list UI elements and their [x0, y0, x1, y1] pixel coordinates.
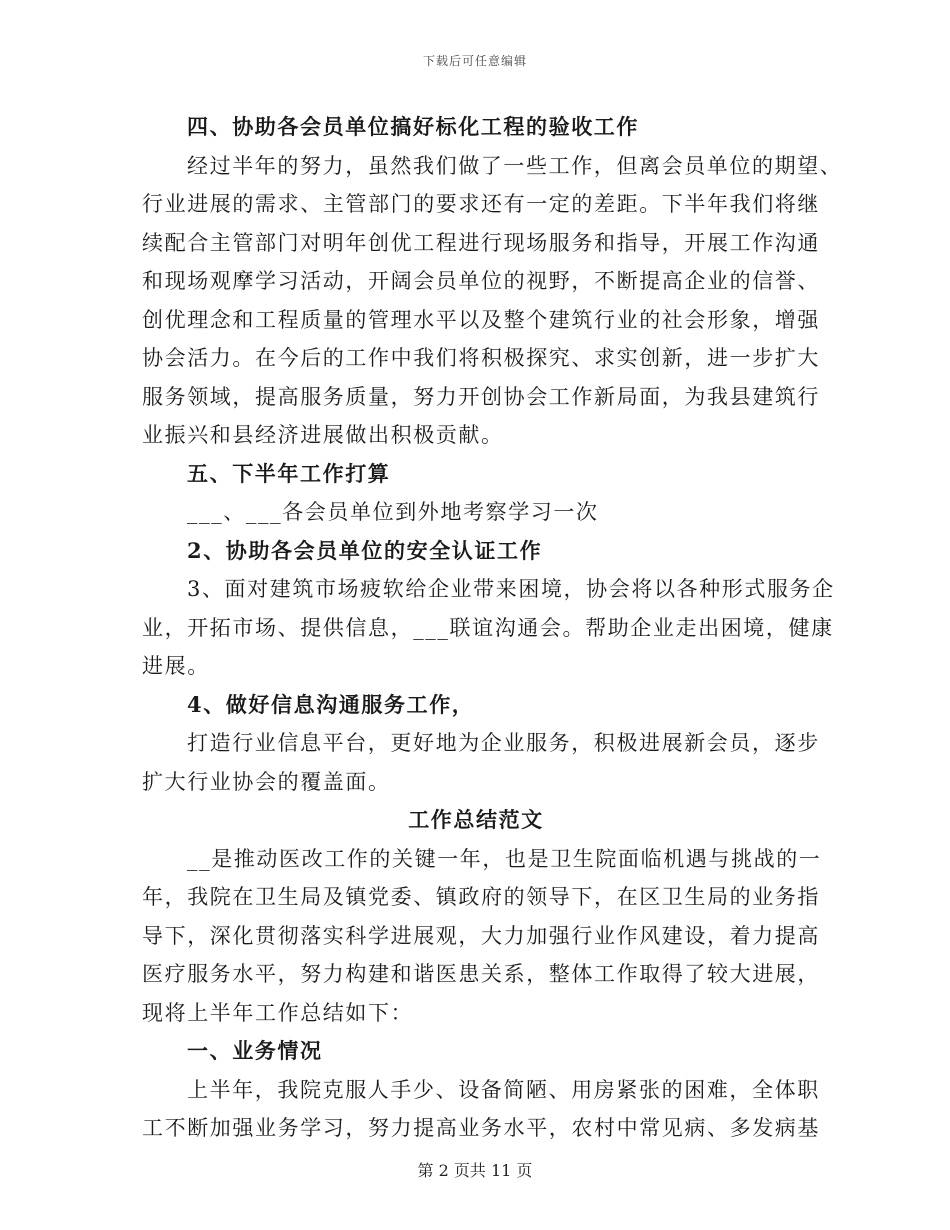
paragraph-line: 工不断加强业务学习，努力提高业务水平，农村中常见病、多发病基	[142, 1116, 820, 1140]
list-item-heading: 4、做好信息沟通服务工作，	[187, 691, 475, 717]
heading-one: 一、业务情况	[187, 1038, 323, 1063]
paragraph-line: 上半年，我院克服人手少、设备简陋、用房紧张的困难，全体职	[187, 1077, 820, 1102]
paragraph-line: 医疗服务水平，努力构建和谐医患关系，整体工作取得了较大进展，	[142, 962, 820, 986]
heading-four: 四、协助各会员单位搞好标化工程的验收工作	[187, 114, 639, 139]
paragraph-line: __是推动医改工作的关键一年，也是卫生院面临机遇与挑战的一	[187, 846, 822, 871]
paragraph-line: 续配合主管部门对明年创优工程进行现场服务和指导，开展工作沟通	[142, 230, 820, 255]
paragraph-line: 现将上半年工作总结如下：	[142, 1000, 414, 1025]
paragraph-line: 进展。	[142, 654, 210, 678]
paragraph-line: 和现场观摩学习活动，开阔会员单位的视野，不断提高企业的信誉、	[142, 269, 820, 293]
paragraph-line: 导下，深化贯彻落实科学进展观，大力加强行业作风建设，着力提高	[142, 923, 820, 948]
paragraph-line: 创优理念和工程质量的管理水平以及整个建筑行业的社会形象，增强	[142, 307, 820, 332]
paragraph-line: 打造行业信息平台，更好地为企业服务，积极进展新会员，逐步	[187, 731, 820, 755]
paragraph-line: 服务领域，提高服务质量，努力开创协会工作新局面，为我县建筑行	[142, 384, 820, 409]
section-title: 工作总结范文	[408, 807, 544, 832]
paragraph-line: 年，我院在卫生局及镇党委、镇政府的领导下，在区卫生局的业务指	[142, 885, 820, 909]
list-item: ___、___各会员单位到外地考察学习一次	[187, 500, 599, 524]
document-body	[142, 108, 843, 1148]
paragraph-line: 协会活力。在今后的工作中我们将积极探究、求实创新，进一步扩大	[142, 346, 820, 370]
list-item-heading: 2、协助各会员单位的安全认证工作	[187, 537, 543, 563]
heading-five: 五、下半年工作打算	[187, 460, 391, 486]
paragraph-line: 业振兴和县经济进展做出积极贡献。	[142, 423, 504, 447]
list-item: 3、面对建筑市场疲软给企业带来困境，协会将以各种形式服务企	[187, 577, 835, 601]
page-number: 第 2 页共 11 页	[417, 1161, 533, 1180]
page-header-note: 下载后可任意编辑	[422, 54, 527, 68]
paragraph-line: 行业进展的需求、主管部门的要求还有一定的差距。下半年我们将继	[142, 192, 820, 216]
paragraph-line: 业，开拓市场、提供信息，___联谊沟通会。帮助企业走出困境，健康	[142, 615, 834, 640]
paragraph-line: 扩大行业协会的覆盖面。	[142, 769, 391, 794]
paragraph-line: 经过半年的努力，虽然我们做了一些工作，但离会员单位的期望、	[187, 153, 843, 178]
